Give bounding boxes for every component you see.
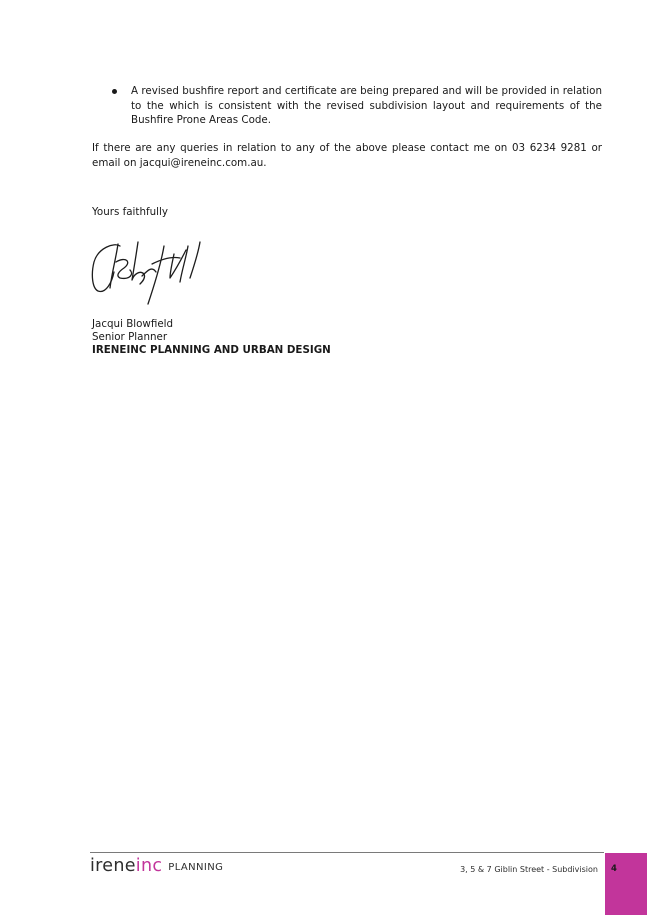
logo-word-inc: inc (135, 856, 163, 876)
bullet-dot (112, 89, 117, 94)
signatory-company: IRENEINC PLANNING AND URBAN DESIGN (92, 344, 331, 356)
handwritten-signature (90, 236, 218, 308)
footer-reference: 3, 5 & 7 Giblin Street - Subdivision (460, 865, 598, 874)
closing-salutation: Yours faithfully (92, 206, 168, 218)
page-number-tab (605, 853, 647, 915)
page-number: 4 (611, 864, 617, 874)
bullet-item (92, 84, 602, 128)
ireneinc-logo (90, 856, 223, 878)
logo-word-irene: irene (90, 856, 136, 876)
logo-word-planning: PLANNING (168, 862, 224, 873)
contact-paragraph: If there are any queries in relation to any of the above please contact me on 03 6234 9281 or email on jacqui@ireneinc.com.au. (92, 142, 602, 169)
footer-divider (90, 852, 604, 853)
signatory-title: Senior Planner (92, 331, 168, 343)
signature-block (92, 318, 331, 357)
signatory-name: Jacqui Blowfield (92, 318, 174, 330)
bullet-text: A revised bushfire report and certificate are being prepared and will be provided in relation to the which is consistent with the revised subdivision layout and requirements of the Bushfire Prone Areas Code. (131, 85, 602, 127)
